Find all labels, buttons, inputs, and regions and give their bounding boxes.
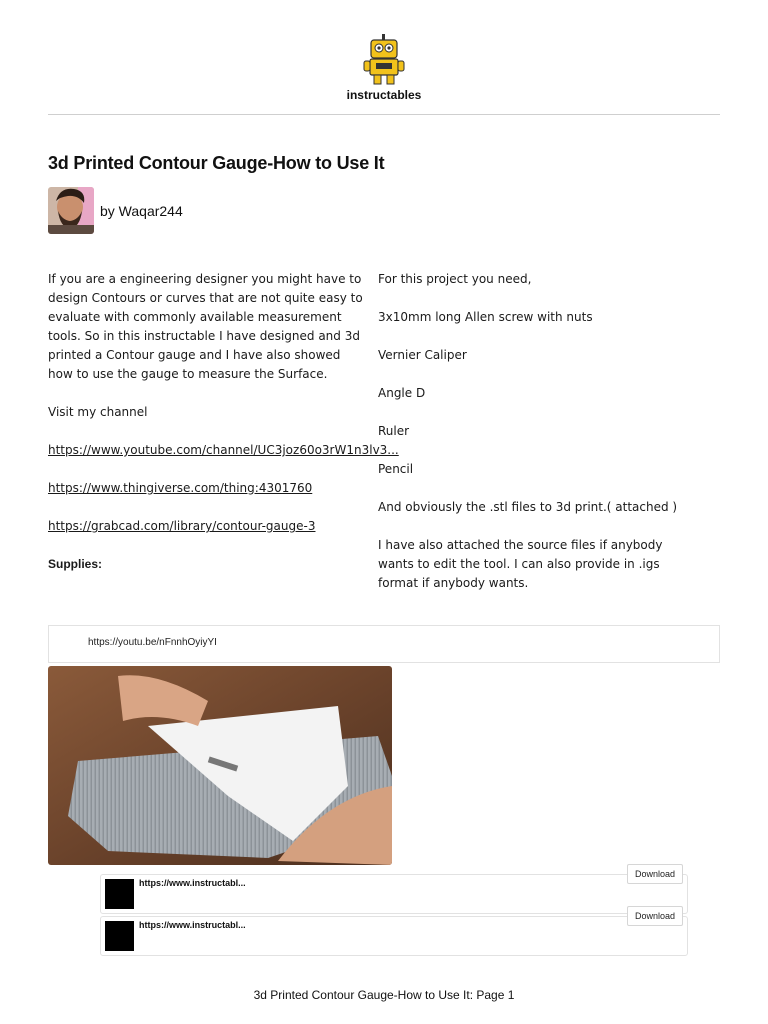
attachment-filename[interactable]: https://www.instructabl... <box>139 878 246 888</box>
right-paragraph: I have also attached the source files if anybody wants to edit the tool. I can also provide in .igs format if anybody wants. <box>378 538 663 590</box>
intro-paragraph: If you are a engineering designer you might have to design Contours or curves that are not quite easy to evaluate with commonly available measurement tools. So in this instructable I have designed and 3d printed a Contour gauge and I have also showed how to use the gauge to measure the Surface. <box>48 272 363 381</box>
download-button[interactable]: Download <box>627 864 683 884</box>
page-footer: 3d Printed Contour Gauge-How to Use It: Page 1 <box>253 988 515 1002</box>
file-thumbnail <box>105 921 134 951</box>
video-link[interactable]: https://youtu.be/nFnnhOyiyYI <box>88 637 217 648</box>
right-paragraph: 3x10mm long Allen screw with nuts <box>378 310 593 324</box>
right-paragraph: Pencil <box>378 462 414 476</box>
instructables-robot-logo[interactable] <box>362 34 406 86</box>
brand-name[interactable]: instructables <box>346 88 422 102</box>
file-thumbnail <box>105 879 134 909</box>
contour-gauge-photo <box>48 666 392 865</box>
author-avatar[interactable] <box>48 187 94 234</box>
author-byline[interactable]: by Waqar244 <box>100 203 183 219</box>
right-column <box>378 270 698 612</box>
video-embed[interactable] <box>48 625 720 663</box>
attachment-filename[interactable]: https://www.instructabl... <box>139 920 246 930</box>
right-paragraph: For this project you need, <box>378 272 532 286</box>
attachment-item[interactable] <box>100 916 688 956</box>
right-paragraph: Ruler <box>378 424 410 438</box>
attachment-item[interactable] <box>100 874 688 914</box>
right-paragraph: And obviously the .stl files to 3d print.( attached ) <box>378 500 678 514</box>
grabcad-link[interactable]: https://grabcad.com/library/contour-gauge-3 <box>48 519 316 533</box>
download-button[interactable]: Download <box>627 906 683 926</box>
visit-channel-text: Visit my channel <box>48 405 148 419</box>
right-paragraph: Vernier Caliper <box>378 348 467 362</box>
right-paragraph: Angle D <box>378 386 426 400</box>
header-divider <box>48 114 720 115</box>
youtube-channel-link[interactable]: https://www.youtube.com/channel/UC3joz60o3rW1n3lv3... <box>48 443 399 457</box>
page-title: 3d Printed Contour Gauge-How to Use It <box>48 153 385 173</box>
thingiverse-link[interactable]: https://www.thingiverse.com/thing:4301760 <box>48 481 313 495</box>
supplies-heading: Supplies: <box>48 557 103 571</box>
